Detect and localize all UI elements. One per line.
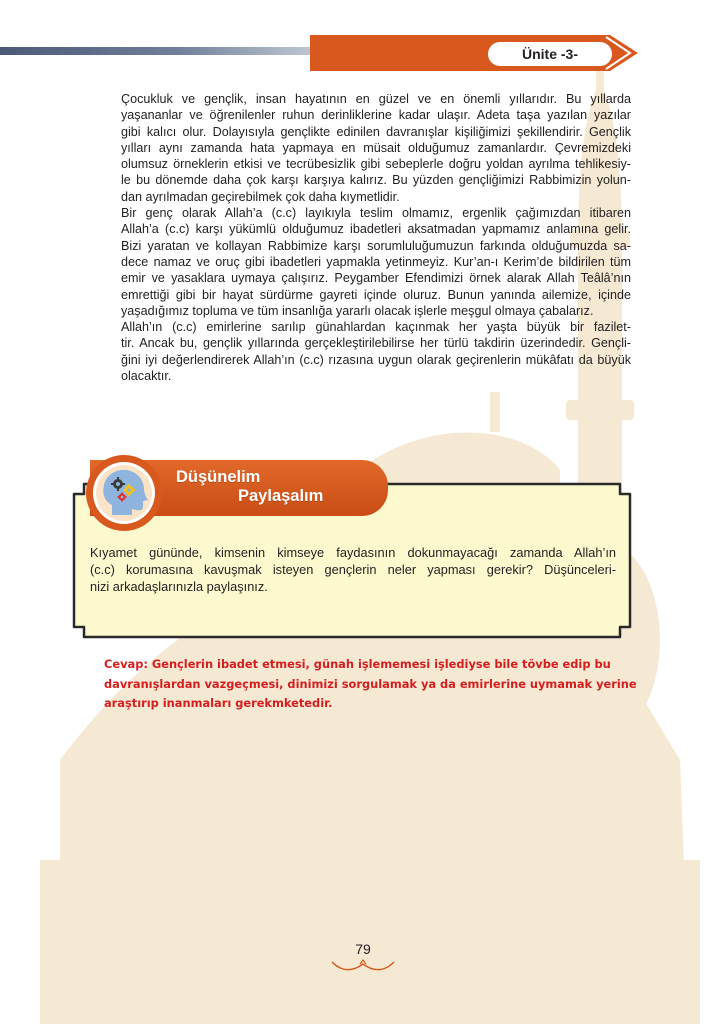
paragraph-3 bbox=[104, 319, 631, 384]
text-line: Bizi yaratan ve kollayan Rabbimize karşı sorumluluğumuzun farkında olduğumuzda sa- bbox=[121, 238, 631, 253]
text-line: dan ayrılmadan geçirebilmek çok daha kıymetlidir. bbox=[121, 189, 400, 204]
text-line: gibi kalıcı olur. Dolayısıyla gençlikte edinilen davranışlar kişiliğimizi şekillendirir. Gençlik bbox=[121, 124, 631, 139]
head-gears-icon bbox=[84, 453, 164, 533]
text-line: emir ve yasaklara uymaya çalışırız. Peygamber Efendimizi örnek alarak Allah Teâlâ’nın bbox=[121, 271, 631, 286]
unit-label: Ünite -3- bbox=[488, 42, 612, 66]
paragraph-2 bbox=[104, 205, 631, 319]
header-decorative-bar bbox=[0, 47, 320, 55]
question-line: nizi arkadaşlarınızla paylaşınız. bbox=[90, 579, 268, 594]
text-line: Bir genç olarak Allah’a (c.c) layıkıyla teslim olmamız, ergenlik çağımızdan itibaren bbox=[121, 206, 631, 221]
question-line: Kıyamet gününde, kimsenin kimseye faydasının dokunmayacağı zamanda Allah’ın bbox=[90, 545, 616, 560]
text-line: ğini iyi değerlendirerek Allah’ın (c.c) rızasına uygun olarak geçirenlerin mükâfatı da büyük bbox=[121, 352, 631, 367]
paragraph-1 bbox=[104, 91, 631, 205]
text-line: yaşananlar ve öğrenilenler ruhun derinliklerine kadar ulaşır. Adeta taşa yazılan yazılar bbox=[121, 108, 631, 123]
text-line: Allah’ın (c.c) emirlerine sarılıp günahlardan kaçınmak her yaşta büyük bir fazilet- bbox=[121, 320, 631, 335]
text-line: tir. Ancak bu, gençlik yıllarında gerçekleştirilebilirse her türlü takdirin üzerindedir. Gençli- bbox=[121, 336, 631, 351]
text-line: yaşadığımız topluma ve tüm insanlığa yararlı olacak işlerle meşgul olmaya çabalarız. bbox=[121, 303, 594, 318]
question-line: (c.c) korumasına kavuşmak isteyen gençlerin neler yapması gerekir? Düşünceleri- bbox=[90, 562, 616, 577]
think-question bbox=[90, 544, 616, 595]
page-number: 79 bbox=[355, 941, 371, 957]
text-line: olumsuz örneklerin etkisi ve tecrübesizlik gibi sebeplerle doğru yoldan ayrılma tehlikesiy- bbox=[121, 157, 631, 172]
think-title-line1: Düşünelim bbox=[176, 468, 261, 486]
text-line: Allah’a (c.c) karşı yükümlü olduğumuz ibadetleri aksatmadan yapmamız anlamına gelir. bbox=[121, 222, 631, 237]
answer-line: araştırıp inanmaları gerekmketedir. bbox=[104, 696, 333, 710]
text-line: dece namaz ve oruç gibi ibadetleri yapmakla yetinmeyiz. Kur’an-ı Kerim’de bildirilen tüm bbox=[121, 254, 631, 269]
page-ornament-icon bbox=[330, 958, 396, 972]
text-line: olacaktır. bbox=[121, 369, 172, 384]
text-line: emrettiği gibi bir hayat sürdürme gayreti içinde oluruz. Bunun yanında ailemize, içinde bbox=[121, 287, 631, 302]
answer-text bbox=[104, 655, 644, 714]
text-line: yılları aynı zamanda hata yapmaya en müsait olduğumuz zamanlardır. Çevremizdeki bbox=[121, 140, 631, 155]
main-text bbox=[104, 91, 631, 384]
text-line: Çocukluk ve gençlik, insan hayatının en güzel ve en önemli yıllarıdır. Bu yıllarda bbox=[121, 92, 631, 106]
unit-banner bbox=[310, 33, 640, 73]
think-title-line2: Paylaşalım bbox=[238, 487, 324, 505]
text-line: le bu dönemde daha çok karşı karşıya kalırız. Bu yüzden gençliğimizi Rabbimizin yolun- bbox=[121, 173, 631, 188]
answer-line: davranışlardan vazgeçmesi, dinimizi sorgulamak ya da emirlerine uymamak yerine bbox=[104, 676, 637, 691]
answer-line: Cevap: Gençlerin ibadet etmesi, günah işlememesi işlediyse bile tövbe edip bu bbox=[104, 657, 611, 671]
